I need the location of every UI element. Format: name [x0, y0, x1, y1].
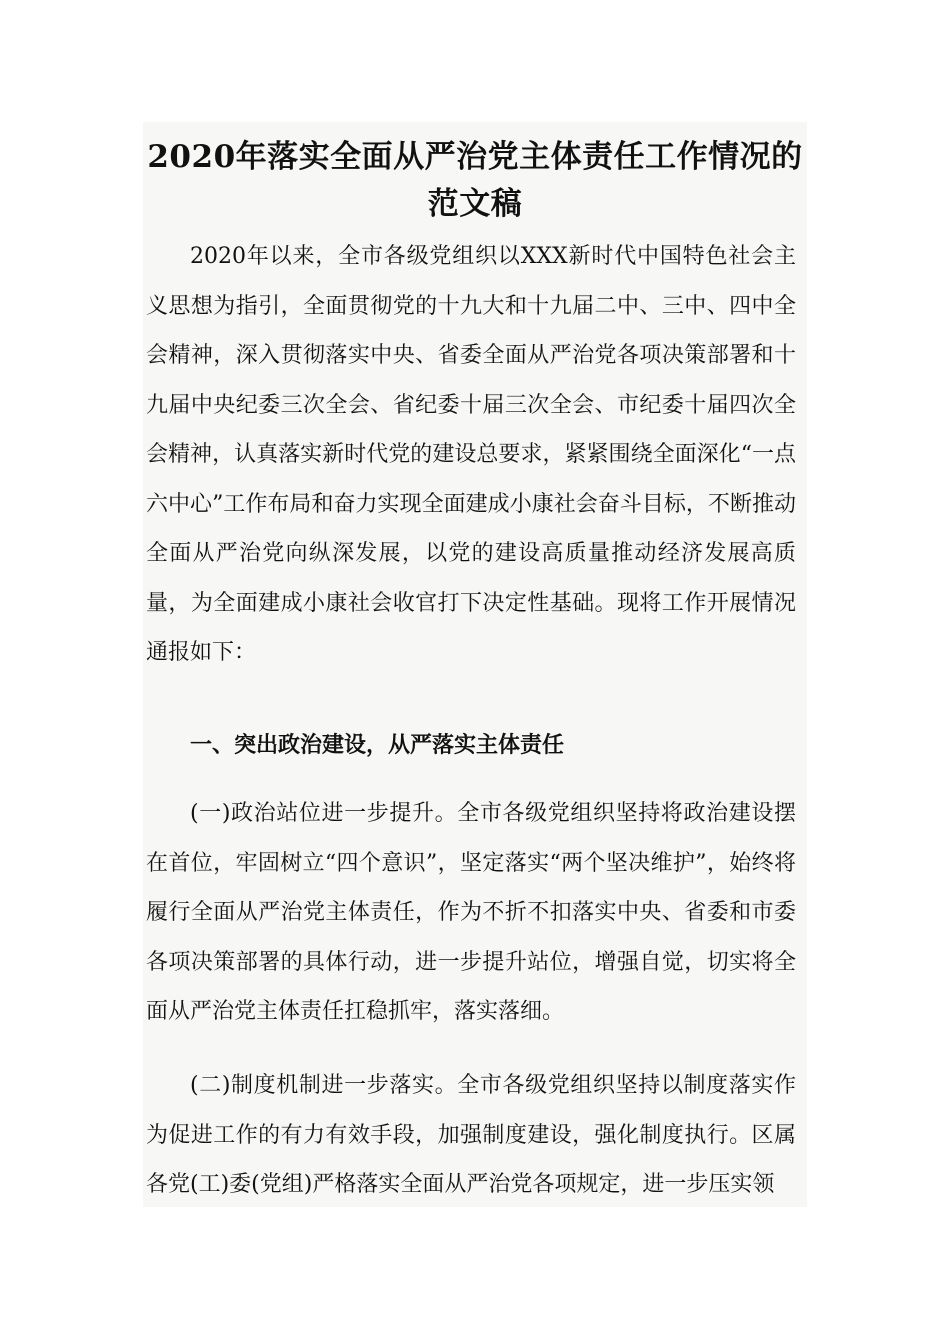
body-paragraph-2: (二)制度机制进一步落实。全市各级党组织坚持以制度落实作为促进工作的有力有效手段，加强制度建设，强化制度执行。区属各党(工)委(党组)严格落实全面从严治党各项规定，进一步压实领 — [146, 1073, 796, 1197]
section-heading: 一、突出政治建设，从严落实主体责任 — [190, 732, 565, 758]
document-title: 2020年落实全面从严治党主体责任工作情况的范文稿 — [147, 139, 803, 222]
document-page — [143, 122, 807, 1207]
intro-paragraph: 2020年以来，全市各级党组织以XXX新时代中国特色社会主义思想为指引，全面贯彻党的十九大和十九届二中、三中、四中全会精神，深入贯彻落实中央、省委全面从严治党各项决策部署和十九届中央纪委三次全会、省纪委十届三次全会、市纪委十届四次全会精神，认真落实新时代党的建设总要求，紧紧围绕全面深化“一点六中心”工作布局和奋力实现全面建成小康社会奋斗目标，不断推动全面从严治党向纵深发展，以党的建设高质量推动经济发展高质量，为全面建成小康社会收官打下决定性基础。现将工作开展情况通报如下： — [146, 244, 796, 665]
body-paragraph-1: (一)政治站位进一步提升。全市各级党组织坚持将政治建设摆在首位，牢固树立“四个意识”，坚定落实“两个坚决维护”，始终将履行全面从严治党主体责任，作为不折不扣落实中央、省委和市委各项决策部署的具体行动，进一步提升站位，增强自觉，切实将全面从严治党主体责任扛稳抓牢，落实落细。 — [146, 801, 796, 1024]
